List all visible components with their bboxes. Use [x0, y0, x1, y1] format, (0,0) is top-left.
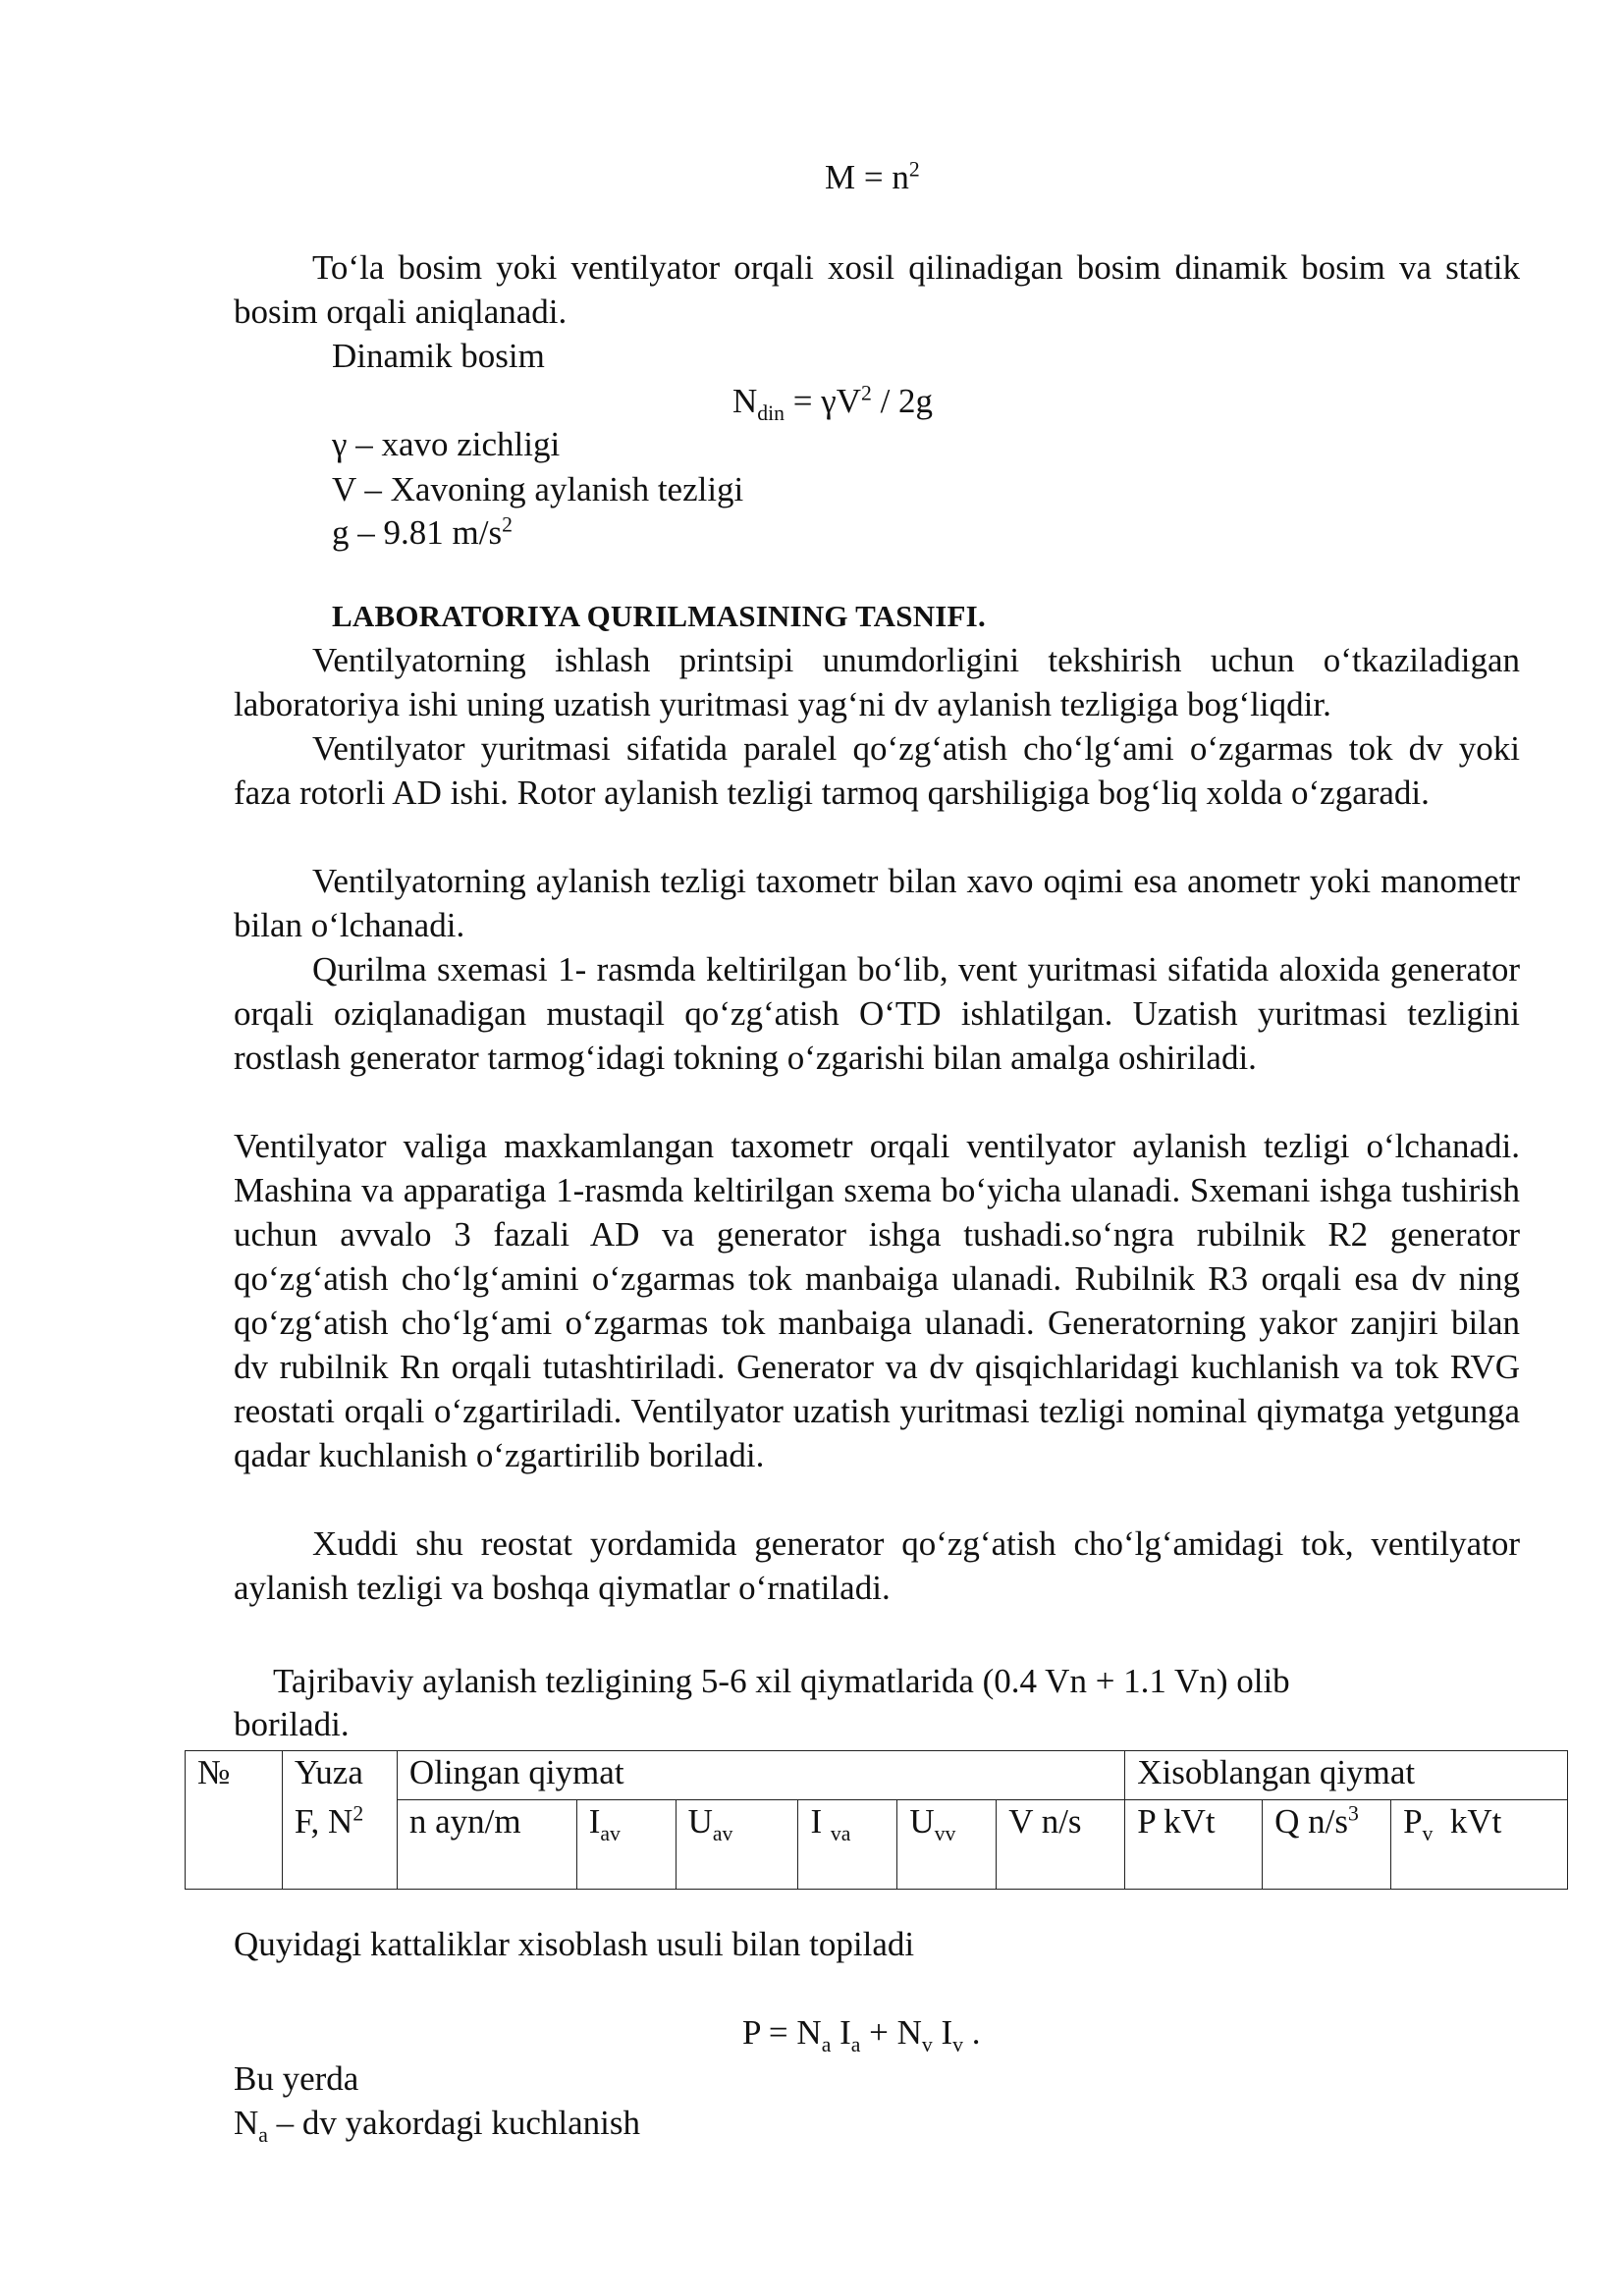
- paragraph-5: Ventilyator valiga maxkamlangan taxometr orqali ventilyator aylanish tezligi o‘lchanadi. Mashina va apparatiga 1-rasmda keltirilgan sxema bo‘yicha ulanadi. Sxemani ishga tushirish uchun avvalo 3 fazali AD va generator ishga tushadi.so‘ngra rubilnik R2 generator qo‘zg‘atish cho‘lg‘amini o‘zgarmas tok manbaiga ulanadi. Rubilnik R3 orqali esa dv ning qo‘zg‘atish cho‘lg‘ami o‘zgarmas tok manbaiga ulanadi. Generatorning yakor zanjiri bilan dv rubilnik Rn orqali tutashtiriladi. Generator va dv qisqichlaridagi kuchlanish va tok RVG reostati orqali o‘zgartiriladi. Ventilyator uzatish yuritmasi tezligi nominal qiymatga yetgunga qadar kuchlanish o‘zgartirilib boriladi.: [234, 1127, 1520, 1474]
- col-uvv: $U_{vv}$: [897, 1800, 997, 1890]
- paragraph-3: Ventilyatorning aylanish tezligi taxometr bilan xavo oqimi esa anometr yoki manometr bilan o‘lchanadi.: [234, 862, 1520, 944]
- header-area-bottom: F, $N^2$: [282, 1800, 397, 1890]
- intro-paragraph: To‘la bosim yoki ventilyator orqali xosil qilinadigan bosim dinamik bosim va statik bosim orqali aniqlanadi.: [234, 248, 1520, 331]
- legend-g: g – 9.81 $m/s^2$: [332, 512, 513, 552]
- col-iav: $I_{av}$: [576, 1800, 676, 1890]
- header-area-top: Yuza: [282, 1751, 397, 1800]
- experiment-line-1: Tajribaviy aylanish tezligining 5-6 xil qiymatlarida (0.4 Vn + 1.1 Vn) olib: [273, 1662, 1290, 1700]
- col-uav: $U_{av}$: [676, 1800, 798, 1890]
- paragraph-2: Ventilyator yuritmasi sifatida paralel qo‘zg‘atish cho‘lg‘ami o‘zgarmas tok dv yoki faza rotorli AD ishi. Rotor aylanish tezligi tarmoq qarshiligiga bog‘liq xolda o‘zgaradi.: [234, 729, 1520, 812]
- header-calculated: Xisoblangan qiymat: [1125, 1751, 1568, 1800]
- formula-m: $M = n^2$: [825, 157, 920, 196]
- calc-intro: Quyidagi kattaliklar xisoblash usuli bilan topiladi: [234, 1925, 915, 1963]
- legend-v: V – Xavoning aylanish tezligi: [332, 470, 744, 508]
- where-label: Bu yerda: [234, 2059, 359, 2098]
- header-number: №: [186, 1751, 283, 1890]
- col-n: n ayn/m: [397, 1800, 576, 1890]
- formula-p: $P = N_a$ $I_a + N_v$ $I_v$ .: [742, 2013, 981, 2056]
- paragraph-6: Xuddi shu reostat yordamida generator qo‘zg‘atish cho‘lg‘amidagi tok, ventilyator aylanish tezligi va boshqa qiymatlar o‘rnatiladi.: [234, 1524, 1520, 1607]
- col-iva: I $_{va}$: [798, 1800, 897, 1890]
- col-v: V n/s: [997, 1800, 1125, 1890]
- measurement-table: [185, 1750, 1568, 1890]
- experiment-line-2: boriladi.: [234, 1705, 350, 1743]
- na-definition: $N_a$ – dv yakordagi kuchlanish: [234, 2104, 641, 2147]
- section-heading: LABORATORIYA QURILMASINING TASNIFI.: [332, 599, 986, 633]
- paragraph-1: Ventilyatorning ishlash printsipi unumdorligini tekshirish uchun o‘tkaziladigan laboratoriya ishi uning uzatish yuritmasi yag‘ni dv aylanish tezligiga bog‘liqdir.: [234, 641, 1520, 723]
- col-pv: $P_v$ kVt: [1391, 1800, 1568, 1890]
- paragraph-4: Qurilma sxemasi 1- rasmda keltirilgan bo‘lib, vent yuritmasi sifatida aloxida generator orqali oziqlanadigan mustaqil qo‘zg‘atish O‘TD ishlatilgan. Uzatish yuritmasi tezligini rostlash generator tarmog‘idagi tokning o‘zgarishi bilan amalga oshiriladi.: [234, 950, 1520, 1077]
- col-p: P kVt: [1125, 1800, 1263, 1890]
- formula-ndin: $N_{din} = \gamma V^2 / 2g$: [732, 381, 934, 425]
- header-measured: Olingan qiymat: [397, 1751, 1124, 1800]
- dynamic-pressure-label: Dinamik bosim: [332, 337, 545, 375]
- legend-gamma: γ – xavo zichligi: [332, 425, 561, 463]
- col-q: Q $n/s^3$: [1263, 1800, 1391, 1890]
